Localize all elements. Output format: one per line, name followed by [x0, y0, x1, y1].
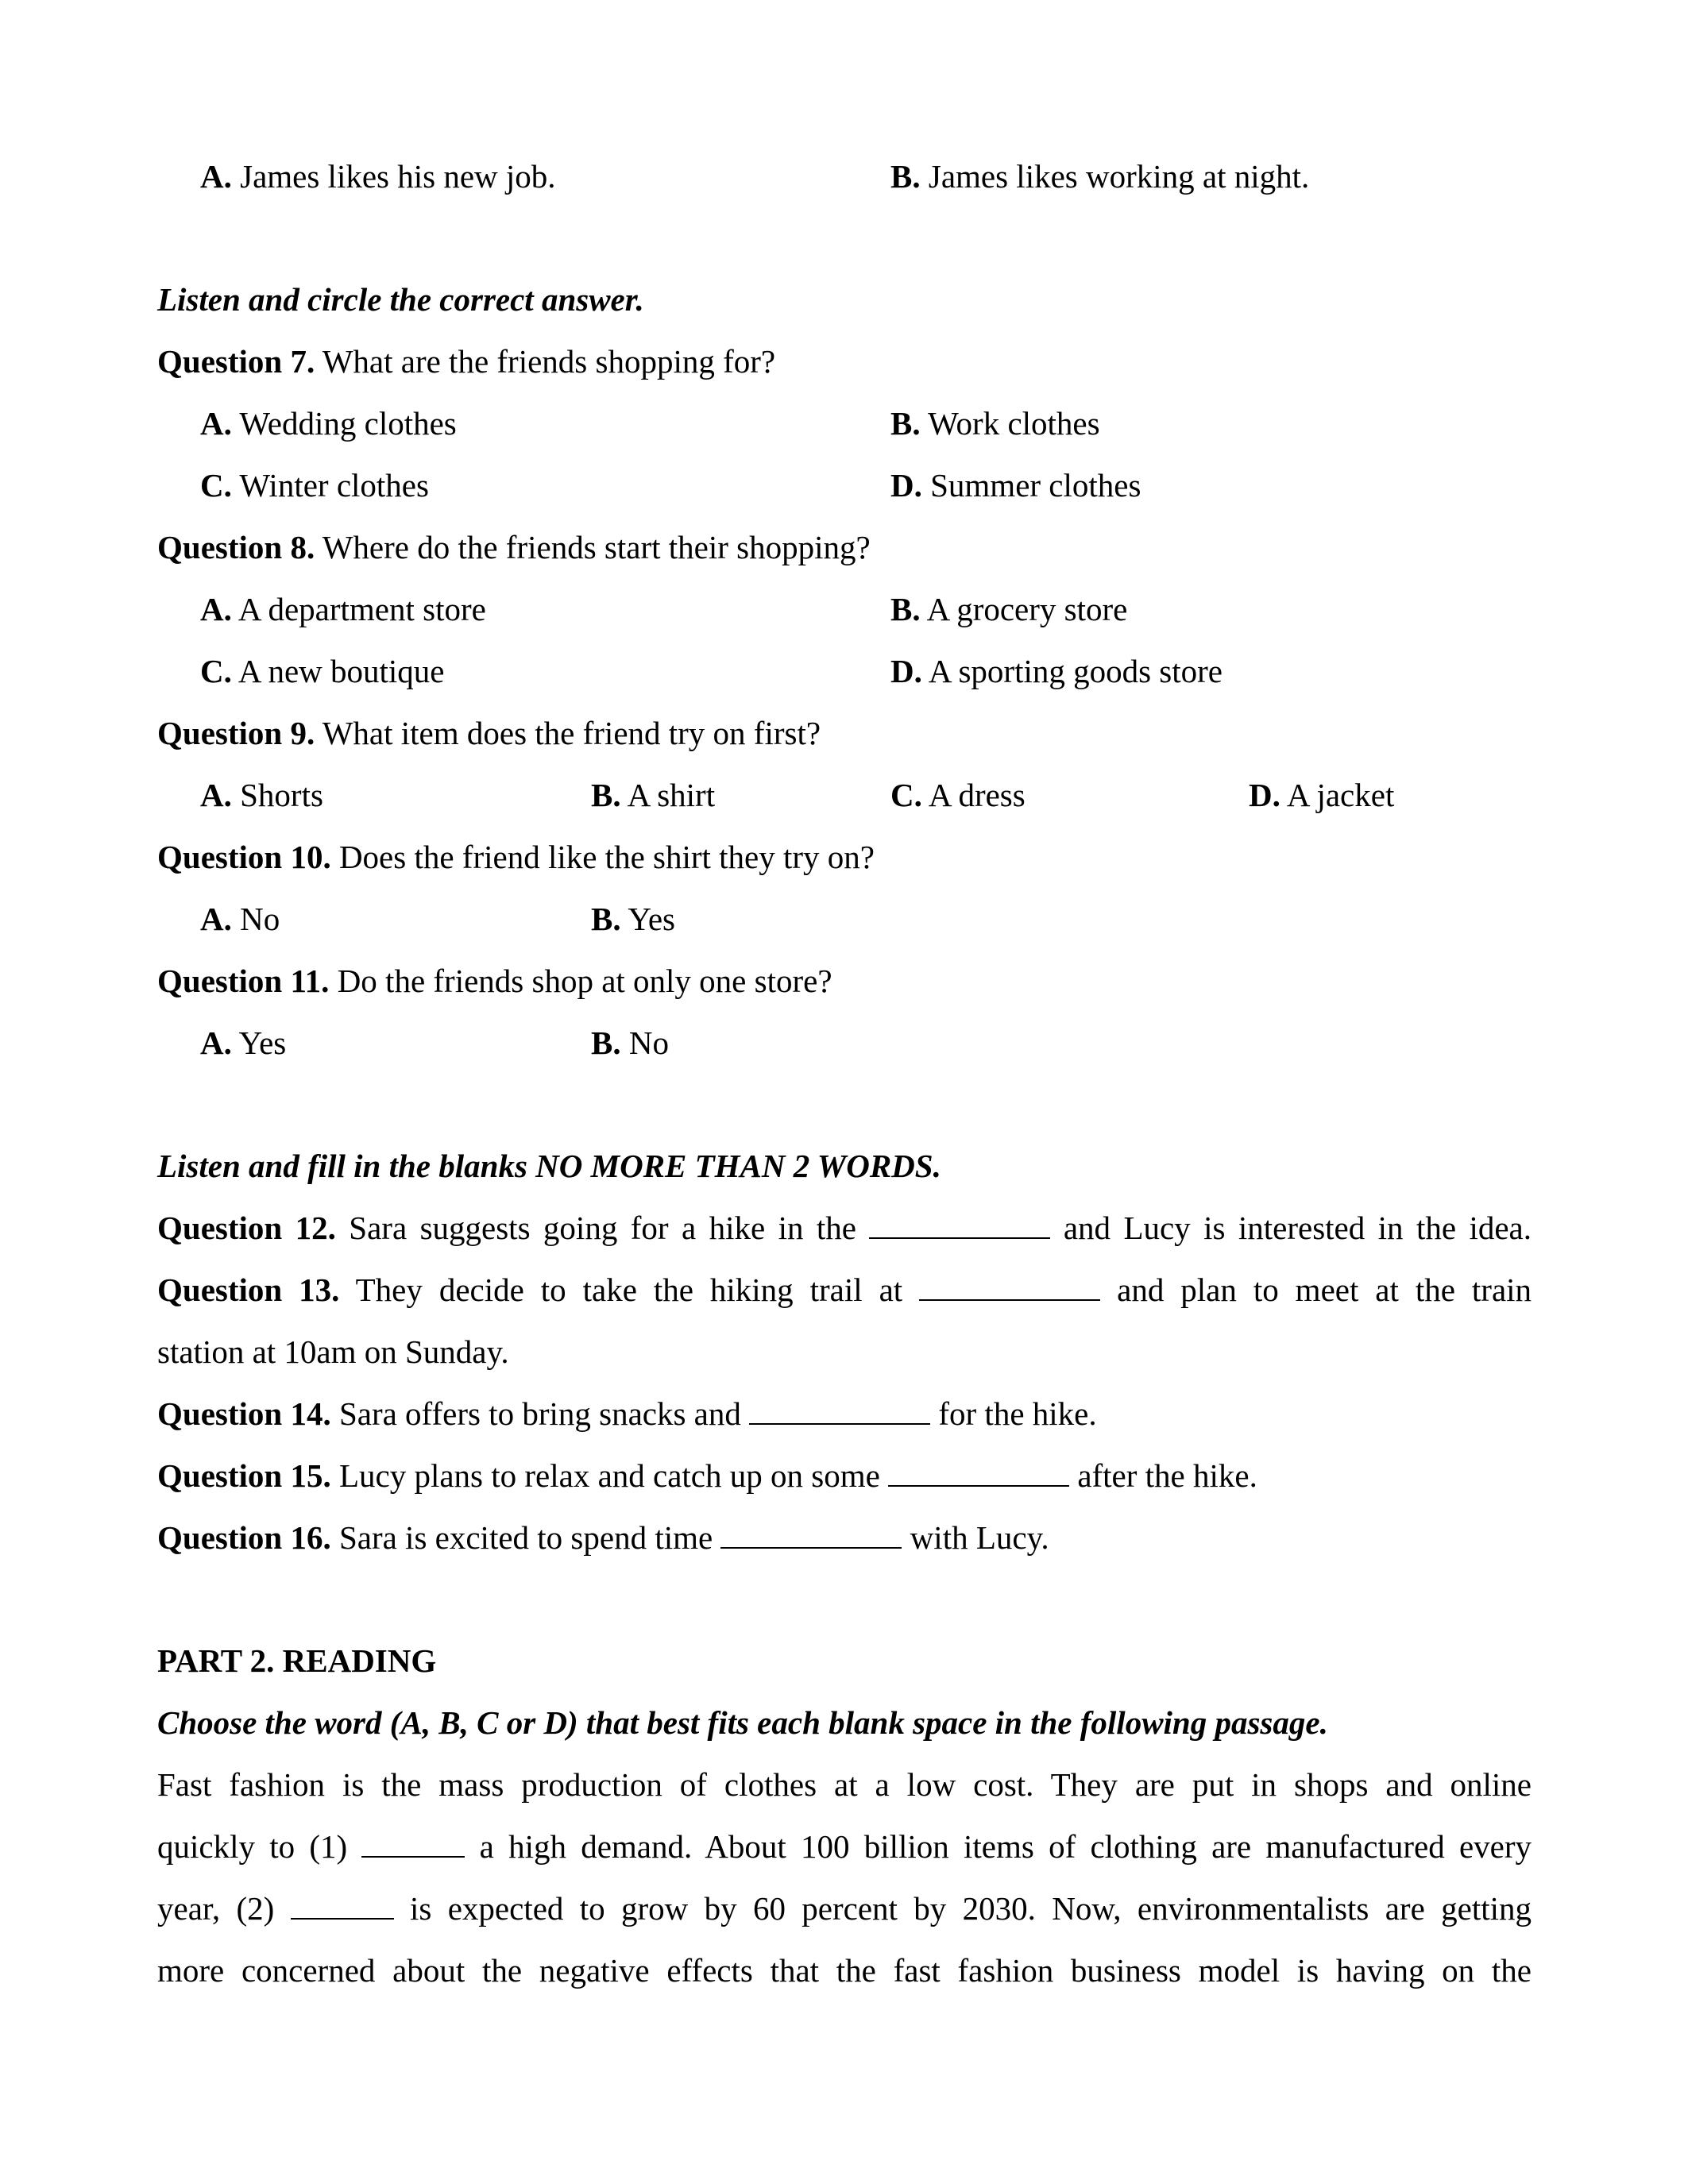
option-c[interactable]: C. Winter clothes — [200, 467, 429, 504]
answer-blank-15[interactable] — [888, 1455, 1069, 1487]
answer-blank-13[interactable] — [919, 1269, 1100, 1301]
option-b[interactable]: B. Yes — [591, 901, 676, 937]
question-10-options — [157, 898, 1532, 940]
option-a[interactable]: A. A department store — [200, 591, 486, 627]
part-2-heading: PART 2. READING — [157, 1642, 437, 1679]
option-b[interactable]: B. Work clothes — [890, 405, 1100, 442]
option-a[interactable]: A. Wedding clothes — [200, 405, 457, 442]
option-b[interactable]: B. James likes working at night. — [890, 158, 1310, 195]
question-10: Question 10. Does the friend like the shirt they try on? — [157, 839, 875, 875]
option-a[interactable]: A. Yes — [200, 1024, 287, 1061]
section-instruction-fill-blanks: Listen and fill in the blanks NO MORE THAN 2 WORDS. — [157, 1148, 941, 1184]
option-d[interactable]: D. A jacket — [1249, 777, 1395, 813]
passage-line-4: more concerned about the negative effects that the fast fashion business model is having on the — [157, 1952, 1532, 1989]
passage-line-3: year, (2) is expected to grow by 60 percent by 2030. Now, environmentalists are getting — [157, 1888, 1532, 1929]
option-d[interactable]: D. A sporting goods store — [890, 653, 1223, 689]
question-11-options — [157, 1022, 1532, 1063]
question-14: Question 14. Sara offers to bring snacks and for the hike. — [157, 1393, 1532, 1434]
option-b[interactable]: B. No — [591, 1024, 669, 1061]
option-b[interactable]: B. A grocery store — [890, 591, 1128, 627]
question-8: Question 8. Where do the friends start their shopping? — [157, 529, 871, 565]
question-12: Question 12. Sara suggests going for a hike in the and Lucy is interested in the idea. — [157, 1207, 1532, 1248]
answer-blank-14[interactable] — [749, 1393, 930, 1425]
part-2-instruction: Choose the word (A, B, C or D) that best fits each blank space in the following passage. — [157, 1704, 1328, 1741]
answer-blank-12[interactable] — [869, 1207, 1050, 1239]
passage-line-2: quickly to (1) a high demand. About 100 billion items of clothing are manufactured every — [157, 1826, 1532, 1867]
question-13-continuation: station at 10am on Sunday. — [157, 1333, 509, 1370]
question-9: Question 9. What item does the friend try on first? — [157, 715, 821, 751]
question-7-options-row-2 — [157, 465, 1532, 506]
question-8-options-row-1 — [157, 588, 1532, 630]
question-7: Question 7. What are the friends shopping for? — [157, 343, 776, 380]
question-13: Question 13. They decide to take the hiking trail at and plan to meet at the train — [157, 1269, 1532, 1310]
option-d[interactable]: D. Summer clothes — [890, 467, 1141, 504]
option-a[interactable]: A. James likes his new job. — [200, 158, 556, 195]
question-11: Question 11. Do the friends shop at only one store? — [157, 963, 832, 999]
section-instruction-circle: Listen and circle the correct answer. — [157, 281, 644, 318]
passage-line-1: Fast fashion is the mass production of clothes at a low cost. They are put in shops and online — [157, 1766, 1532, 1803]
option-a[interactable]: A. Shorts — [200, 777, 323, 813]
option-c[interactable]: C. A dress — [890, 777, 1026, 813]
question-9-options — [157, 774, 1532, 816]
prev-question-options — [157, 156, 1532, 197]
question-16: Question 16. Sara is excited to spend time with Lucy. — [157, 1517, 1532, 1558]
question-7-options-row-1 — [157, 403, 1532, 444]
option-c[interactable]: C. A new boutique — [200, 653, 445, 689]
question-8-options-row-2 — [157, 650, 1532, 692]
question-15: Question 15. Lucy plans to relax and catch up on some after the hike. — [157, 1455, 1532, 1496]
passage-blank-2[interactable] — [291, 1888, 394, 1920]
option-b[interactable]: B. A shirt — [591, 777, 716, 813]
answer-blank-16[interactable] — [720, 1517, 902, 1549]
passage-blank-1[interactable] — [361, 1826, 465, 1858]
option-a[interactable]: A. No — [200, 901, 280, 937]
